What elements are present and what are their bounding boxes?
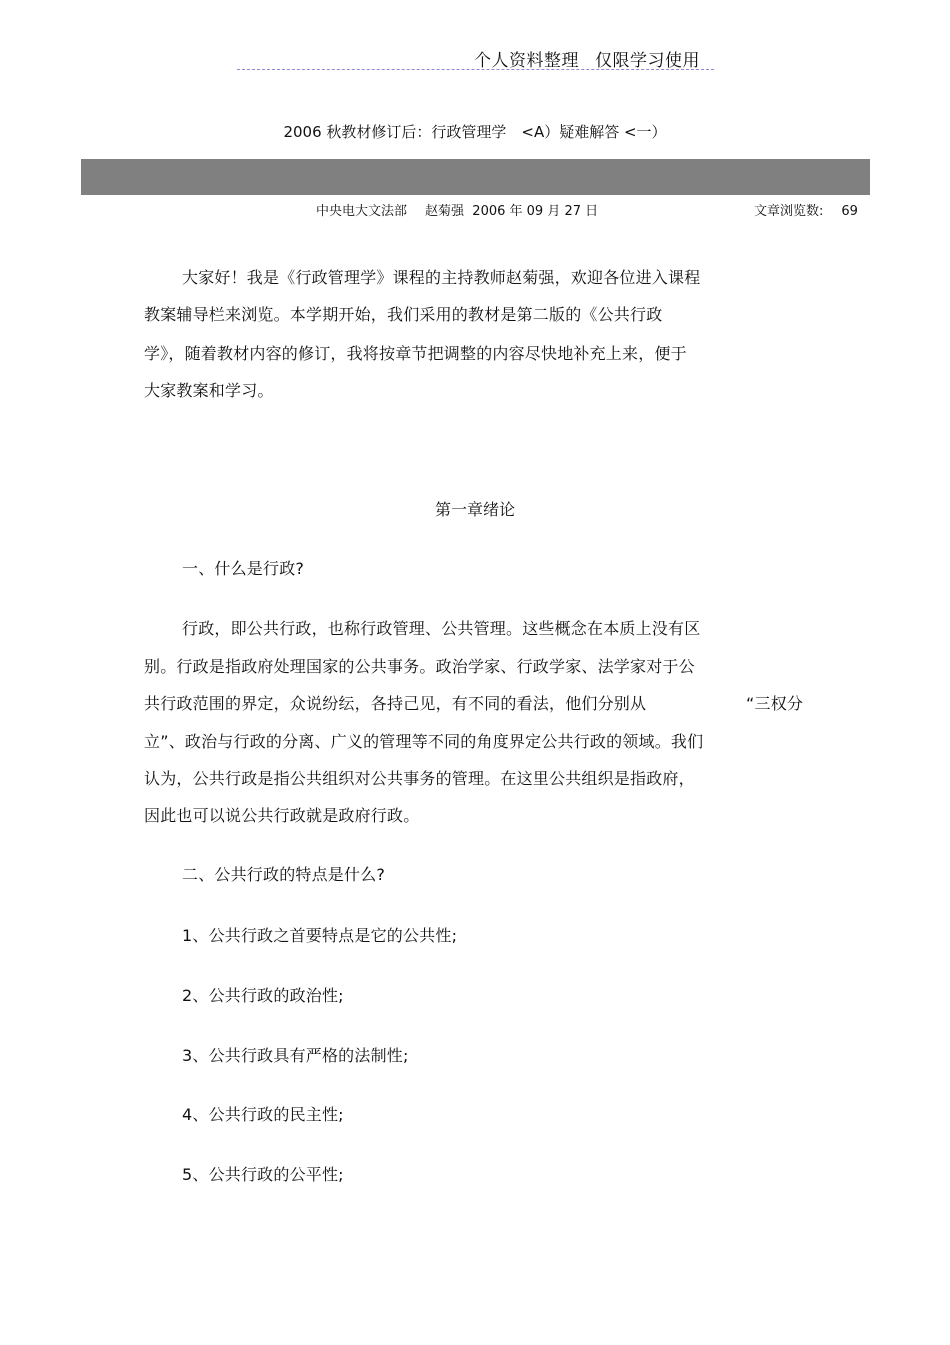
byline-date: 2006 年 09 月 27 日	[472, 204, 599, 219]
answer-line: 立”、政治与行政的分离、广义的管理等不同的角度界定公共行政的领域。我们	[144, 732, 704, 751]
answer-line-tail: “三权分	[746, 694, 804, 713]
question-heading: 一、什么是行政?	[182, 559, 305, 578]
document-title: 2006 秋教材修订后：行政管理学 <A）疑难解答 <一）	[283, 123, 667, 141]
feature-item: 3、公共行政具有严格的法制性;	[182, 1046, 409, 1065]
byline-dept: 中央电大文法部	[316, 204, 408, 219]
views-count: 69	[841, 204, 858, 219]
question-heading: 二、公共行政的特点是什么?	[182, 865, 386, 884]
byline-author: 赵菊强	[425, 204, 465, 219]
answer-line: 因此也可以说公共行政就是政府行政。	[144, 806, 420, 825]
feature-item: 1、公共行政之首要特点是它的公共性;	[182, 926, 458, 945]
answer-line: 共行政范围的界定，众说纷纭，各持己见，有不同的看法，他们分别从	[144, 694, 647, 713]
byline	[316, 200, 598, 219]
header-note	[474, 46, 700, 71]
intro-line: 大家教案和学习。	[144, 381, 274, 400]
title-banner-bar	[81, 159, 870, 195]
intro-line: 大家好！我是《行政管理学》课程的主持教师赵菊强，欢迎各位进入课程	[182, 268, 701, 287]
chapter-title: 第一章绪论	[434, 500, 515, 519]
view-counter	[754, 200, 858, 219]
intro-line: 教案辅导栏来浏览。本学期开始，我们采用的教材是第二版的《公共行政	[144, 305, 663, 324]
intro-line: 学》，随着教材内容的修订，我将按章节把调整的内容尽快地补充上来，便于	[144, 344, 687, 363]
answer-line: 认为，公共行政是指公共组织对公共事务的管理。在这里公共组织是指政府，	[144, 769, 695, 788]
answer-line: 别。行政是指政府处理国家的公共事务。政治学家、行政学家、法学家对于公	[144, 657, 695, 676]
feature-item: 5、公共行政的公平性;	[182, 1165, 344, 1184]
answer-line: 行政，即公共行政，也称行政管理、公共管理。这些概念在本质上没有区	[182, 619, 701, 638]
header-note-left: 个人资料整理	[474, 51, 579, 71]
feature-item: 4、公共行政的民主性;	[182, 1105, 344, 1124]
header-note-right: 仅限学习使用	[595, 51, 700, 71]
views-label: 文章浏览数:	[754, 204, 824, 219]
feature-item: 2、公共行政的政治性;	[182, 986, 344, 1005]
header-dashed-divider	[237, 69, 714, 70]
